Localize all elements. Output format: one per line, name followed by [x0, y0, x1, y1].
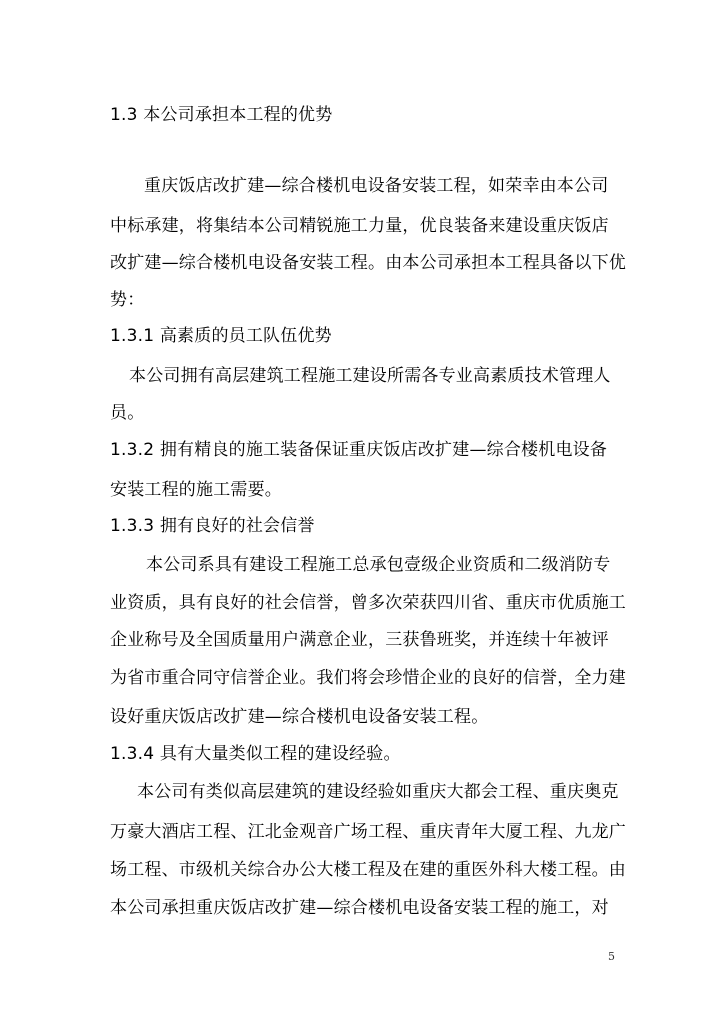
s4-line-1: 本公司有类似高层建筑的建设经验如重庆大都会工程、重庆奥克 [137, 782, 619, 802]
s3-line-1: 本公司系具有建设工程施工总承包壹级企业资质和二级消防专 [146, 555, 611, 575]
s1-line-2: 员。 [110, 403, 145, 423]
subsection-heading-1: 1.3.1 高素质的员工队伍优势 [110, 326, 332, 346]
s3-line-5: 设好重庆饭店改扩建—综合楼机电设备安装工程。 [110, 707, 489, 727]
intro-line-3: 改扩建—综合楼机电设备安装工程。由本公司承担本工程具备以下优 [110, 253, 626, 273]
s4-line-2: 万豪大酒店工程、江北金观音广场工程、重庆青年大厦工程、九龙广 [110, 822, 626, 842]
intro-line-1: 重庆饭店改扩建—综合楼机电设备安装工程，如荣幸由本公司 [144, 176, 609, 196]
intro-line-4: 势： [110, 290, 145, 310]
s3-line-3: 企业称号及全国质量用户满意企业，三获鲁班奖，并连续十年被评 [110, 630, 609, 650]
subsection-heading-4: 1.3.4 具有大量类似工程的建设经验。 [110, 744, 401, 764]
page-number: 5 [608, 950, 615, 963]
s4-line-4: 本公司承担重庆饭店改扩建—综合楼机电设备安装工程的施工，对 [110, 898, 609, 918]
s3-line-2: 业资质，具有良好的社会信誉，曾多次荣获四川省、重庆市优质施工 [110, 593, 626, 613]
intro-line-2: 中标承建，将集结本公司精锐施工力量，优良装备来建设重庆饭店 [110, 216, 609, 236]
section-heading: 1.3 本公司承担本工程的优势 [110, 105, 333, 125]
subsection-heading-2: 1.3.2 拥有精良的施工装备保证重庆饭店改扩建—综合楼机电设备 [110, 440, 608, 460]
s2-line-2: 安装工程的施工需要。 [110, 480, 282, 500]
subsection-heading-3: 1.3.3 拥有良好的社会信誉 [110, 516, 315, 536]
s4-line-3: 场工程、市级机关综合办公大楼工程及在建的重医外科大楼工程。由 [110, 860, 626, 880]
s1-line-1: 本公司拥有高层建筑工程施工建设所需各专业高素质技术管理人 [129, 366, 611, 386]
s3-line-4: 为省市重合同守信誉企业。我们将会珍惜企业的良好的信誉，全力建 [110, 668, 626, 688]
